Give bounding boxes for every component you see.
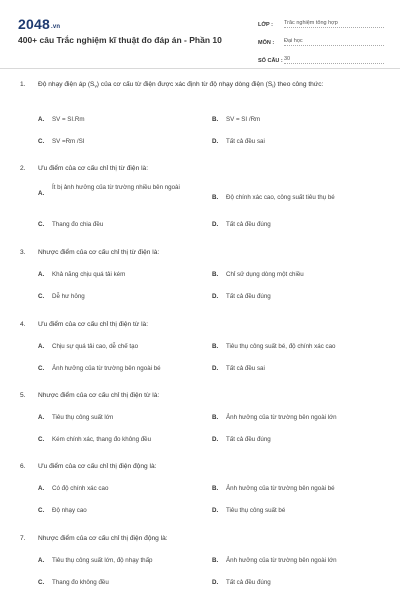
- meta-row-subject: [258, 32, 384, 46]
- question-stem: Nhược điểm của cơ cấu chỉ thị điện từ là:: [38, 392, 160, 399]
- option-text: Chỉ sử dụng dòng một chiều: [226, 271, 304, 278]
- option-letter: D.: [212, 579, 219, 586]
- option-text: Ảnh hưởng của từ trường bên ngoài lớn: [226, 557, 337, 564]
- question-text: [20, 462, 380, 472]
- option-d[interactable]: [212, 365, 382, 374]
- meta-key-count: SỐ CÂU :: [258, 58, 283, 64]
- logo-text: 2048: [18, 16, 50, 32]
- question-text: [20, 164, 380, 174]
- option-text: Thang đo chia đều: [52, 221, 104, 228]
- option-letter: C.: [38, 293, 45, 300]
- question-number: 1.: [20, 81, 26, 88]
- option-text: Thang đo không đều: [52, 579, 109, 586]
- question-number: 4.: [20, 321, 26, 328]
- option-text: Tất cả đều đúng: [226, 579, 271, 586]
- quiz-meta: [258, 14, 384, 68]
- header-divider: [0, 68, 400, 69]
- option-a[interactable]: [38, 414, 198, 423]
- option-text: SV =Rm /SI: [52, 138, 85, 145]
- option-text: Tất cả đều đúng: [226, 293, 271, 300]
- option-c[interactable]: [38, 365, 198, 374]
- stem-subscript: I: [272, 83, 274, 89]
- option-letter: B.: [212, 271, 219, 278]
- option-text: Tất cả đều sai: [226, 138, 265, 145]
- option-letter: D.: [212, 138, 219, 145]
- option-c[interactable]: [38, 138, 198, 147]
- option-text: Độ nhạy cao: [52, 507, 87, 514]
- option-letter: C.: [38, 579, 45, 586]
- option-a[interactable]: [38, 271, 198, 280]
- page-header: [0, 0, 400, 62]
- page-title: 400+ câu Trắc nghiệm kĩ thuật đo đáp án - Phần 10: [18, 35, 222, 45]
- option-letter: A.: [38, 485, 45, 492]
- option-text: Ít bị ảnh hưởng của từ trường nhiều bên ngoài: [52, 184, 180, 191]
- question-text: [20, 80, 380, 90]
- question-number: 5.: [20, 392, 26, 399]
- option-letter: D.: [212, 221, 219, 228]
- question-number: 7.: [20, 535, 26, 542]
- option-d[interactable]: [212, 138, 382, 147]
- option-text: Dễ hư hỏng: [52, 293, 85, 300]
- option-d[interactable]: [212, 293, 382, 302]
- question-number: 3.: [20, 249, 26, 256]
- option-letter: B.: [212, 116, 219, 123]
- stem-part: ) theo công thức:: [273, 81, 324, 88]
- question-number: 2.: [20, 165, 26, 172]
- option-letter: A.: [38, 557, 45, 564]
- option-text: SV = SI /Rm: [226, 116, 261, 123]
- option-letter: B.: [212, 194, 219, 201]
- option-text: Tất cả đều đúng: [226, 436, 271, 443]
- option-a[interactable]: [38, 485, 198, 494]
- option-c[interactable]: [38, 436, 198, 445]
- option-a[interactable]: [38, 184, 198, 197]
- question-stem: Ưu điểm của cơ cấu chỉ thị từ điện là:: [38, 165, 149, 172]
- option-a[interactable]: [38, 343, 198, 352]
- question-stem: Nhược điểm của cơ cấu chỉ thị từ điện là:: [38, 249, 160, 256]
- meta-value-count: 30: [284, 56, 384, 64]
- option-a[interactable]: [38, 116, 198, 125]
- stem-part: ) của cơ cấu từ điện được xác định từ độ nhạy dòng điện (S: [96, 81, 273, 88]
- option-letter: D.: [212, 507, 219, 514]
- meta-row-count: [258, 50, 384, 64]
- option-letter: D.: [212, 365, 219, 372]
- option-c[interactable]: [38, 579, 198, 588]
- option-letter: A.: [38, 116, 45, 123]
- option-b[interactable]: [212, 557, 382, 566]
- question-stem: [38, 80, 380, 90]
- option-text: Tất cả đều sai: [226, 365, 265, 372]
- option-a[interactable]: [38, 557, 198, 566]
- option-d[interactable]: [212, 507, 382, 516]
- option-b[interactable]: [212, 343, 382, 352]
- question-stem: Ưu điểm của cơ cấu chỉ thị điện từ là:: [38, 321, 149, 328]
- option-letter: B.: [212, 343, 219, 350]
- option-letter: D.: [212, 436, 219, 443]
- question-text: [20, 248, 380, 258]
- site-logo[interactable]: [18, 16, 60, 32]
- option-text: Ảnh hưởng của từ trường bên ngoài lớn: [226, 414, 337, 421]
- meta-value-class: Trắc nghiệm tổng hợp: [284, 20, 384, 28]
- meta-value-subject: Đại học: [284, 38, 384, 46]
- option-text: Có độ chính xác cao: [52, 485, 109, 492]
- option-d[interactable]: [212, 221, 382, 230]
- question-text: [20, 391, 380, 401]
- option-b[interactable]: [212, 194, 382, 203]
- option-d[interactable]: [212, 579, 382, 588]
- question-text: [20, 534, 380, 544]
- option-text: Ảnh hưởng của từ trường bên ngoài bé: [226, 485, 335, 492]
- option-letter: A.: [38, 343, 45, 350]
- option-c[interactable]: [38, 221, 198, 230]
- option-letter: B.: [212, 485, 219, 492]
- option-text: Độ chính xác cao, công suất tiêu thụ bé: [226, 194, 335, 201]
- question-stem: Ưu điểm của cơ cấu chỉ thị điện động là:: [38, 463, 157, 470]
- option-c[interactable]: [38, 507, 198, 516]
- option-letter: A.: [38, 190, 45, 197]
- stem-subscript: v: [94, 83, 97, 89]
- meta-key-class: LỚP :: [258, 22, 273, 28]
- option-letter: C.: [38, 507, 45, 514]
- option-letter: C.: [38, 221, 45, 228]
- option-d[interactable]: [212, 436, 382, 445]
- option-text: Tiêu thụ công suất bé: [226, 507, 286, 514]
- option-letter: C.: [38, 436, 45, 443]
- question-number: 6.: [20, 463, 26, 470]
- option-b[interactable]: [212, 271, 382, 280]
- stem-part: Độ nhạy điện áp (S: [38, 81, 95, 88]
- option-text: Kém chính xác, thang đo không đều: [52, 436, 152, 443]
- option-letter: C.: [38, 365, 45, 372]
- option-letter: B.: [212, 414, 219, 421]
- logo-suffix: .vn: [50, 24, 61, 30]
- option-text: Khả năng chịu quá tải kém: [52, 271, 126, 278]
- option-text: Tiêu thụ công suất lớn: [52, 414, 114, 421]
- option-text: Ảnh hưởng của từ trường bên ngoài bé: [52, 365, 161, 372]
- meta-row-class: [258, 14, 384, 28]
- option-text: Tiêu thụ công suất bé, độ chính xác cao: [226, 343, 336, 350]
- question-text: [20, 320, 380, 330]
- question-stem: Nhược điểm của cơ cấu chỉ thị điện động là:: [38, 535, 168, 542]
- option-text: SV = SI.Rm: [52, 116, 85, 123]
- option-c[interactable]: [38, 293, 198, 302]
- option-letter: A.: [38, 414, 45, 421]
- option-text: Tất cả đều đúng: [226, 221, 271, 228]
- option-b[interactable]: [212, 414, 382, 423]
- option-b[interactable]: [212, 485, 382, 494]
- option-b[interactable]: [212, 116, 382, 125]
- option-text: Tiêu thụ công suất lớn, độ nhạy thấp: [52, 557, 153, 564]
- option-letter: D.: [212, 293, 219, 300]
- option-letter: B.: [212, 557, 219, 564]
- meta-key-subject: MÔN :: [258, 40, 275, 46]
- option-text: Chịu sự quá tải cao, dễ chế tạo: [52, 343, 139, 350]
- option-letter: C.: [38, 138, 45, 145]
- option-letter: A.: [38, 271, 45, 278]
